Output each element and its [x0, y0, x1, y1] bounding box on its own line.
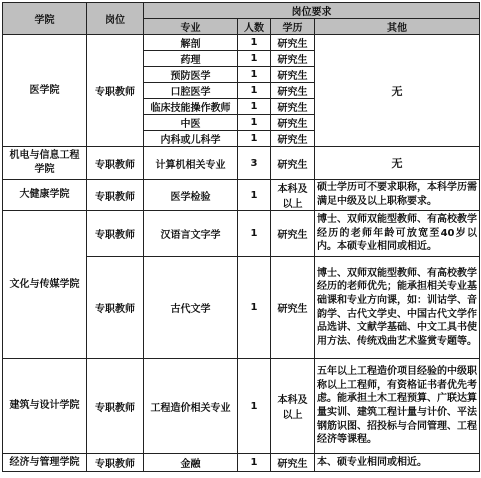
- other-cell: 本、硕专业相同或相近。: [315, 454, 480, 472]
- header-row-1: [3, 3, 480, 19]
- position-cell: 专职教师: [87, 211, 144, 257]
- major-cell: 计算机相关专业: [144, 147, 238, 180]
- count-cell: 1: [238, 359, 271, 454]
- major-cell: 解剖: [144, 35, 238, 51]
- other-cell: 无: [315, 147, 480, 180]
- header-college: 学院: [3, 3, 87, 35]
- college-cell: 文化与传媒学院: [3, 211, 87, 359]
- degree-cell: 研究生: [271, 35, 315, 51]
- position-cell: 专职教师: [87, 257, 144, 359]
- table-row: [3, 147, 480, 180]
- major-cell: 临床技能操作教师: [144, 99, 238, 115]
- count-cell: 1: [238, 180, 271, 211]
- table-row: [3, 180, 480, 211]
- job-requirements-table: [2, 2, 480, 472]
- major-cell: 预防医学: [144, 67, 238, 83]
- other-cell: 五年以上工程造价项目经验的中级职称以上工程师，有资格证书者优先考虑。能承担土木工程预算、广联达算量实训、建筑工程计量与计价、平法钢筋识图、招投标与合同管理、工程经济等课程。: [315, 359, 480, 454]
- degree-cell: 研究生: [271, 115, 315, 131]
- table-row: [3, 211, 480, 257]
- count-cell: 1: [238, 131, 271, 147]
- major-cell: 汉语言文字学: [144, 211, 238, 257]
- count-cell: 1: [238, 51, 271, 67]
- major-cell: 工程造价相关专业: [144, 359, 238, 454]
- count-cell: 1: [238, 454, 271, 472]
- count-cell: 1: [238, 35, 271, 51]
- degree-cell: 研究生: [271, 147, 315, 180]
- degree-cell: 研究生: [271, 99, 315, 115]
- major-cell: 金融: [144, 454, 238, 472]
- other-cell: 博士、双师双能型教师、有高校教学经历的老师优先；能承担相关专业基础课和专业方向课，如：训诂学、音韵学、古代文学史、中国古代文学作品选讲、文献学基础、中文工具书使用方法、传统戏曲艺术鉴赏专题等。: [315, 257, 480, 359]
- count-cell: 1: [238, 257, 271, 359]
- major-cell: 药理: [144, 51, 238, 67]
- other-cell: 博士、双师双能型教师、有高校教学经历的老师年龄可放宽至40岁以内。本硕专业相同或相近。: [315, 211, 480, 257]
- college-cell: 机电与信息工程学院: [3, 147, 87, 180]
- count-cell: 3: [238, 147, 271, 180]
- major-cell: 中医: [144, 115, 238, 131]
- college-cell: 建筑与设计学院: [3, 359, 87, 454]
- position-cell: 专职教师: [87, 35, 144, 147]
- degree-cell: 研究生: [271, 131, 315, 147]
- header-degree: 学历: [271, 19, 315, 35]
- degree-cell: 研究生: [271, 211, 315, 257]
- header-requirements: 岗位要求: [144, 3, 480, 19]
- major-cell: 医学检验: [144, 180, 238, 211]
- degree-cell: 本科及以上: [271, 180, 315, 211]
- header-count: 人数: [238, 19, 271, 35]
- degree-cell: 研究生: [271, 51, 315, 67]
- degree-cell: 研究生: [271, 67, 315, 83]
- table-row: [3, 359, 480, 454]
- position-cell: 专职教师: [87, 359, 144, 454]
- header-major: 专业: [144, 19, 238, 35]
- other-cell: 硕士学历可不要求职称，本科学历需满足中级及以上职称要求。: [315, 180, 480, 211]
- college-cell: 医学院: [3, 35, 87, 147]
- header-other: 其他: [315, 19, 480, 35]
- major-cell: 古代文学: [144, 257, 238, 359]
- degree-cell: 研究生: [271, 83, 315, 99]
- major-cell: 口腔医学: [144, 83, 238, 99]
- table-row: [3, 454, 480, 472]
- college-cell: 大健康学院: [3, 180, 87, 211]
- college-cell: 经济与管理学院: [3, 454, 87, 472]
- count-cell: 1: [238, 99, 271, 115]
- count-cell: 1: [238, 211, 271, 257]
- position-cell: 专职教师: [87, 180, 144, 211]
- table-row: [3, 35, 480, 51]
- degree-cell: 研究生: [271, 454, 315, 472]
- count-cell: 1: [238, 67, 271, 83]
- degree-cell: 本科及以上: [271, 359, 315, 454]
- major-cell: 内科或儿科学: [144, 131, 238, 147]
- count-cell: 1: [238, 115, 271, 131]
- header-position: 岗位: [87, 3, 144, 35]
- position-cell: 专职教师: [87, 147, 144, 180]
- other-cell: 无: [315, 35, 480, 147]
- position-cell: 专职教师: [87, 454, 144, 472]
- degree-cell: 研究生: [271, 257, 315, 359]
- count-cell: 1: [238, 83, 271, 99]
